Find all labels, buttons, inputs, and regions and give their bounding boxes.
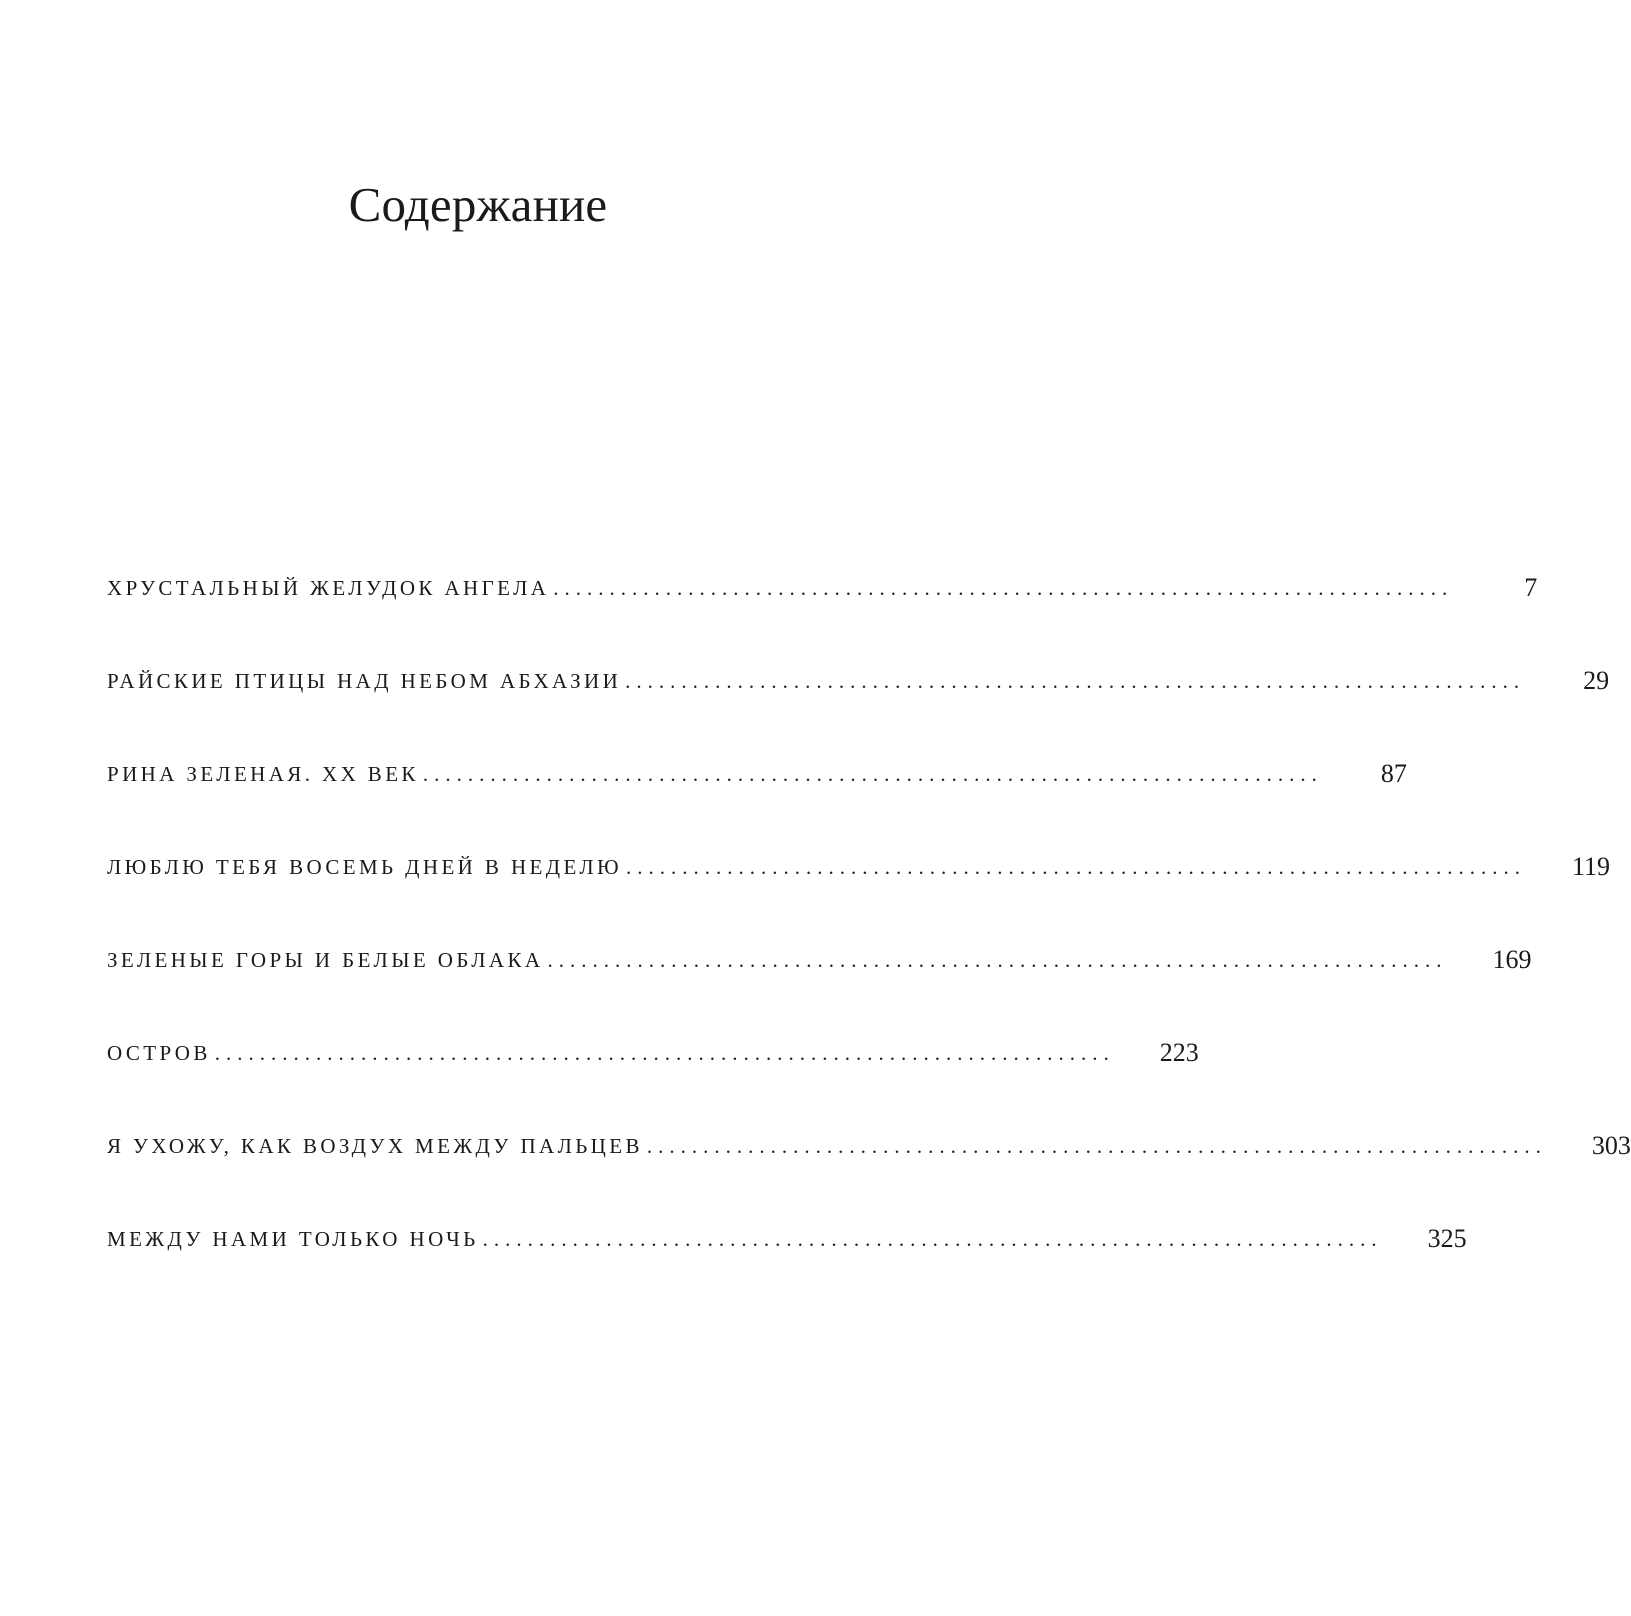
toc-entry-page: 87	[1380, 759, 1407, 788]
toc-entry	[107, 852, 1611, 947]
toc-entry-page: 169	[1492, 945, 1532, 974]
toc-dot-leader: ................................................................................	[422, 762, 1323, 786]
toc-entry	[107, 573, 1538, 668]
toc-dot-leader: ................................................................................	[626, 855, 1527, 879]
toc-dot-leader: ................................................................................	[547, 948, 1448, 972]
toc-dot-leader: ................................................................................	[482, 1227, 1383, 1251]
toc-entry-page: 7	[1524, 573, 1538, 602]
toc-entry	[107, 1224, 1467, 1319]
toc-entry-title: РАЙСКИЕ ПТИЦЫ НАД НЕБОМ АБХАЗИИ	[107, 669, 622, 693]
toc-entry-title: МЕЖДУ НАМИ ТОЛЬКО НОЧЬ	[107, 1227, 479, 1251]
toc-entry-title: ХРУСТАЛЬНЫЙ ЖЕЛУДОК АНГЕЛА	[107, 576, 550, 600]
toc-entry	[107, 1131, 1631, 1226]
toc-entry-page: 119	[1572, 852, 1611, 881]
toc-entry-title: ОСТРОВ	[107, 1041, 211, 1065]
toc-entry-title: ЗЕЛЕНЫЕ ГОРЫ И БЕЛЫЕ ОБЛАКА	[107, 948, 544, 972]
toc-entry-page: 303	[1591, 1131, 1631, 1160]
toc-entry-title: Я УХОЖУ, КАК ВОЗДУХ МЕЖДУ ПАЛЬЦЕВ	[107, 1134, 643, 1158]
toc-dot-leader: ................................................................................	[625, 669, 1526, 693]
toc-entry-title: ЛЮБЛЮ ТЕБЯ ВОСЕМЬ ДНЕЙ В НЕДЕЛЮ	[107, 855, 623, 879]
table-of-contents	[107, 573, 1631, 1319]
toc-entry	[107, 1038, 1199, 1133]
toc-entry	[107, 666, 1610, 761]
page-title: Содержание	[348, 177, 608, 232]
toc-dot-leader: ................................................................................	[553, 576, 1454, 600]
toc-entry-page: 29	[1583, 666, 1610, 695]
toc-dot-leader: ................................................................................	[646, 1134, 1547, 1158]
toc-entry	[107, 945, 1532, 1040]
toc-entry	[107, 759, 1407, 854]
toc-entry-page: 325	[1427, 1224, 1467, 1253]
toc-dot-leader: ................................................................................	[214, 1041, 1115, 1065]
toc-entry-page: 223	[1159, 1038, 1199, 1067]
toc-entry-title: РИНА ЗЕЛЕНАЯ. XX ВЕК	[107, 762, 419, 786]
